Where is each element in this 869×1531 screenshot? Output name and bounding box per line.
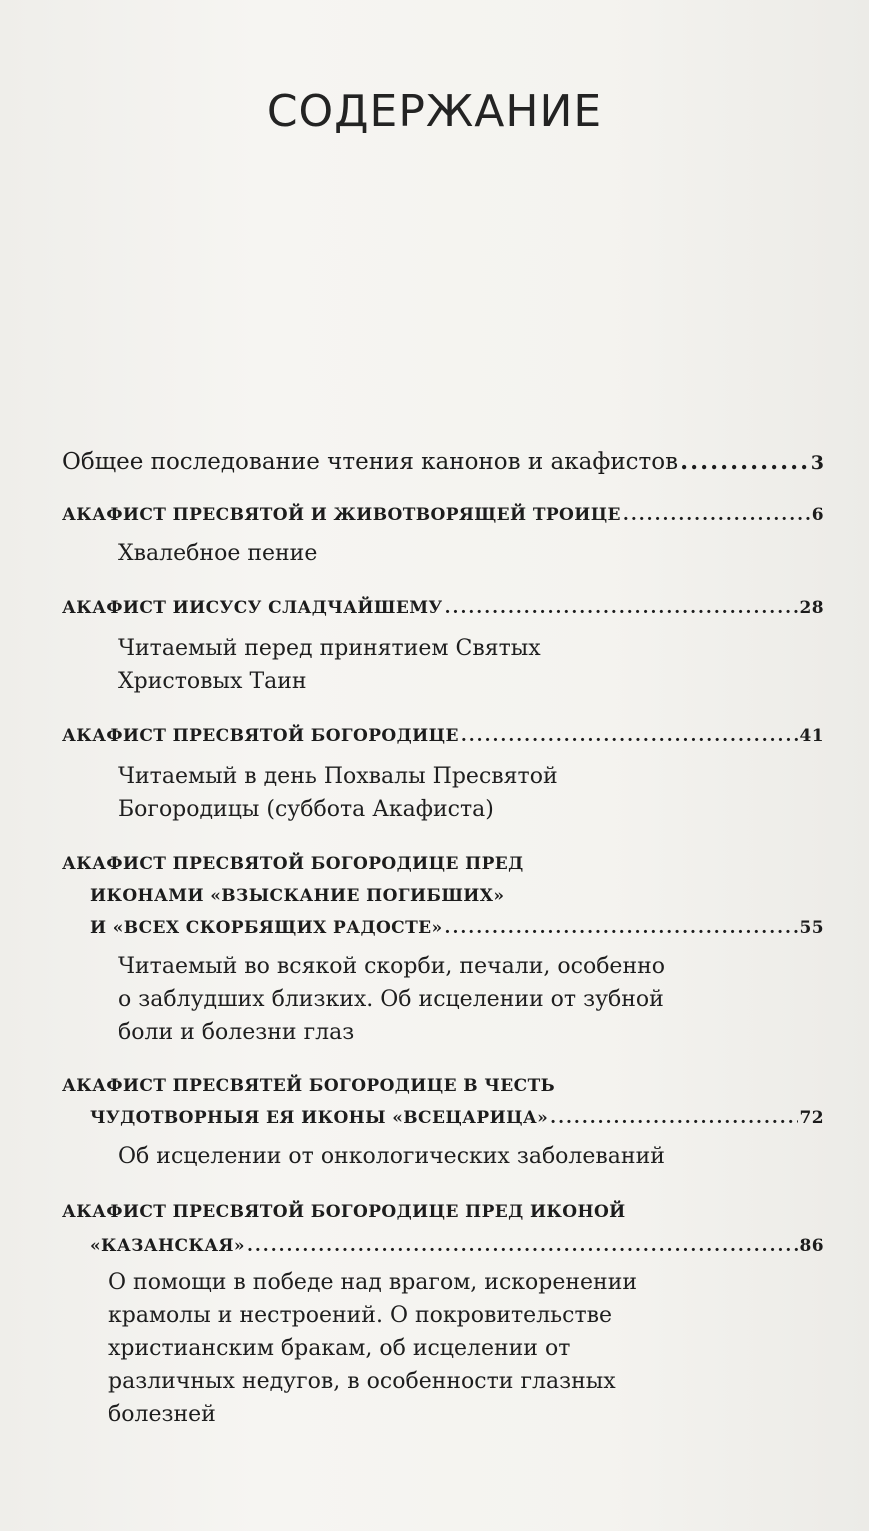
description-line: Читаемый во всякой скорби, печали, особенно [118, 954, 666, 979]
description-line: боли и болезни глаз [118, 1020, 355, 1045]
toc-entry-description [108, 1266, 828, 1431]
toc-page-number: 6 [811, 505, 824, 525]
toc-entry-title: АКАФИСТ ПРЕСВЯТОЙ БОГОРОДИЦЕ ПРЕД ИКОНОЙ [62, 1202, 626, 1222]
toc-entry-title: АКАФИСТ ПРЕСВЯТОЙ БОГОРОДИЦЕ [62, 726, 459, 746]
toc-page-number: 86 [799, 1236, 824, 1256]
toc-entry-title: «КАЗАНСКАЯ» [90, 1236, 245, 1256]
toc-page-number: 28 [799, 598, 824, 618]
toc-entry [90, 1236, 824, 1256]
toc-entry-title: И «ВСЕХ СКОРБЯЩИХ РАДОСТЕ» [90, 918, 443, 938]
toc-entry-title-line [90, 886, 824, 906]
toc-entry-title: ЧУДОТВОРНЫЯ ЕЯ ИКОНЫ «ВСЕЦАРИЦА» [90, 1108, 549, 1128]
toc-entry-title-line [62, 1076, 824, 1096]
description-line: болезней [108, 1402, 216, 1427]
toc-page-number: 3 [810, 452, 824, 474]
description-line: Хвалебное пение [118, 541, 318, 566]
toc-entry [62, 448, 824, 475]
toc-leader-dots [445, 598, 798, 618]
toc-entry-description [118, 537, 838, 570]
toc-entry-title-line [62, 1202, 824, 1222]
description-line: о заблудших близких. Об исцелении от зубной [118, 987, 664, 1012]
toc-leader-dots [680, 448, 809, 475]
toc-entry-title: Общее последование чтения канонов и акафистов [62, 449, 679, 475]
toc-page-number: 55 [799, 918, 824, 938]
page-title: СОДЕРЖАНИЕ [266, 86, 603, 137]
toc-entry-title: АКАФИСТ ИИСУСУ СЛАДЧАЙШЕМУ [62, 598, 443, 618]
toc-entry [90, 918, 824, 938]
toc-entry-description [118, 1140, 838, 1173]
toc-entry-title: ИКОНАМИ «ВЗЫСКАНИЕ ПОГИБШИХ» [90, 886, 505, 906]
toc-page-number: 72 [799, 1108, 824, 1128]
description-line: различных недугов, в особенности глазных [108, 1369, 616, 1394]
description-line: Читаемый перед принятием Святых [118, 636, 541, 661]
description-line: Богородицы (суббота Акафиста) [118, 797, 494, 822]
toc-leader-dots [461, 726, 798, 746]
toc-leader-dots [550, 1108, 797, 1128]
description-line: Читаемый в день Похвалы Пресвятой [118, 764, 558, 789]
toc-leader-dots [623, 505, 810, 525]
description-line: О помощи в победе над врагом, искоренении [108, 1270, 638, 1295]
toc-entry-title: АКАФИСТ ПРЕСВЯТОЙ И ЖИВОТВОРЯЩЕЙ ТРОИЦЕ [62, 505, 621, 525]
toc-entry [62, 505, 824, 525]
description-line: христианским бракам, об исцелении от [108, 1336, 571, 1361]
toc-leader-dots [247, 1236, 798, 1256]
description-line: крамолы и нестроений. О покровительстве [108, 1303, 613, 1328]
description-line: Об исцелении от онкологических заболеваний [118, 1144, 665, 1169]
toc-entry [90, 1108, 824, 1128]
toc-entry-description [118, 950, 838, 1049]
toc-page-number: 41 [799, 726, 824, 746]
toc-entry-title-line [62, 854, 824, 874]
toc-leader-dots [445, 918, 798, 938]
toc-entry-title: АКАФИСТ ПРЕСВЯТОЙ БОГОРОДИЦЕ ПРЕД [62, 854, 524, 874]
description-line: Христовых Таин [118, 669, 307, 694]
toc-entry [62, 598, 824, 618]
toc-entry-title: АКАФИСТ ПРЕСВЯТЕЙ БОГОРОДИЦЕ В ЧЕСТЬ [62, 1076, 556, 1096]
toc-entry-description [118, 632, 838, 698]
toc-entry [62, 726, 824, 746]
toc-entry-description [118, 760, 838, 826]
